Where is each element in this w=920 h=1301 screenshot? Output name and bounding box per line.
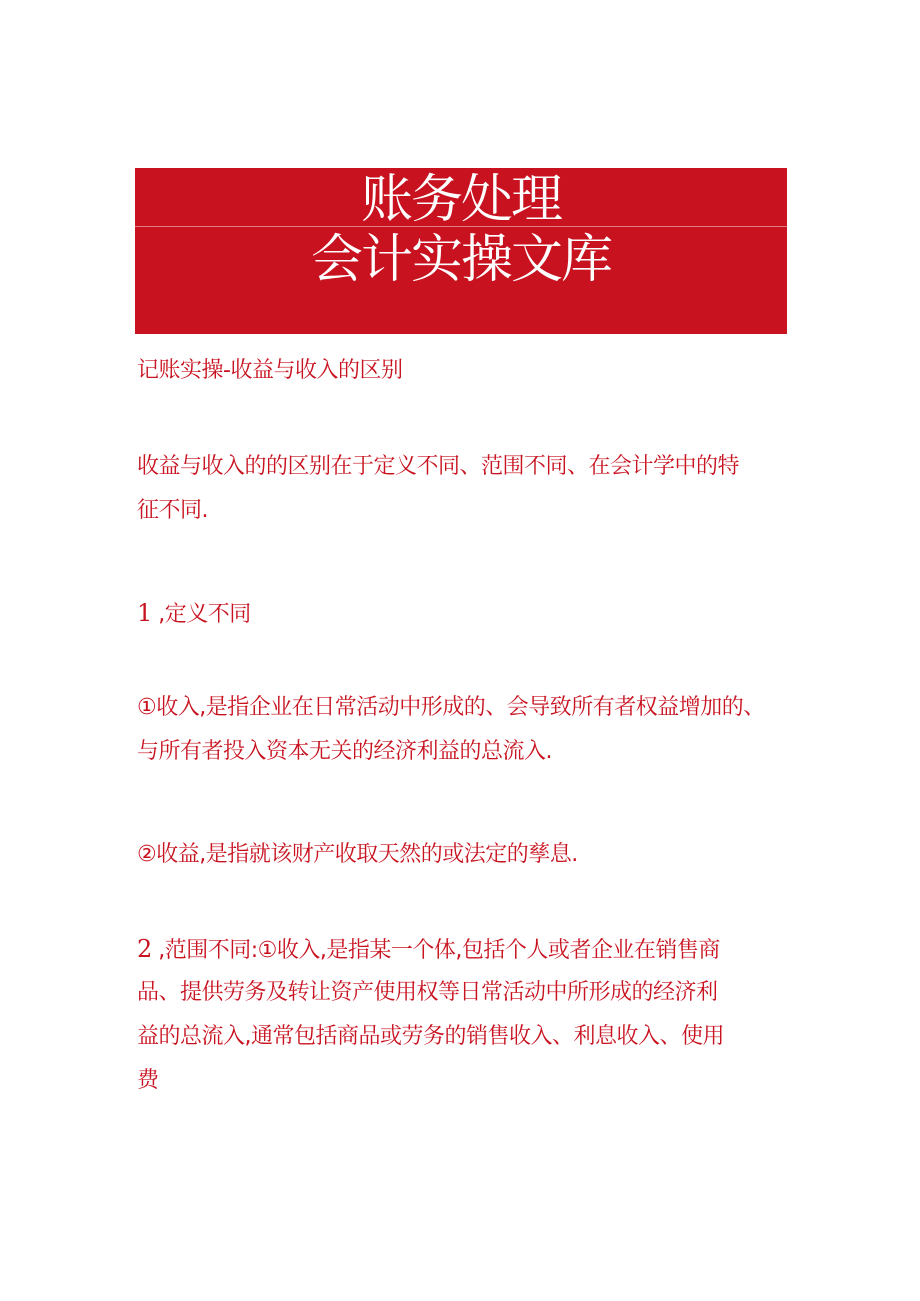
banner-title-line-1: 账务处理 [360, 170, 561, 230]
section-2-line-2: 品、提供劳务及转让资产使用权等日常活动中所形成的经济利 [137, 980, 718, 1005]
item-1-line-1: ①收入,是指企业在日常活动中形成的、会导致所有者权益增加的、 [137, 695, 765, 720]
item-1-line-2: 与所有者投入资本无关的经济利益的总流入. [137, 739, 552, 764]
definition-income-paragraph [137, 686, 797, 774]
section-2-paragraph [137, 927, 797, 1103]
title-banner [135, 168, 787, 334]
document-title: 记账实操-收益与收入的区别 [137, 358, 403, 383]
section-2-line-3: 益的总流入,通常包括商品或劳务的销售收入、利息收入、使用 [137, 1024, 724, 1049]
section-2-line-1-text: ,范围不同:①收入,是指某一个体,包括个人或者企业在销售商 [158, 938, 720, 963]
intro-line-1: 收益与收入的的区别在于定义不同、范围不同、在会计学中的特 [137, 454, 740, 479]
section-2-line-1 [137, 927, 797, 971]
section-1-number: 1 [137, 599, 152, 627]
section-2-number: 2 [137, 935, 152, 963]
intro-line-2: 征不同. [137, 498, 208, 523]
banner-title-line-2: 会计实操文库 [310, 230, 611, 290]
intro-paragraph [137, 445, 797, 533]
definition-gain-paragraph: ②收益,是指就该财产收取天然的或法定的孳息. [137, 842, 578, 867]
section-1-heading [137, 601, 251, 627]
section-1-title: ,定义不同 [158, 602, 251, 627]
section-2-line-4: 费 [137, 1068, 159, 1093]
